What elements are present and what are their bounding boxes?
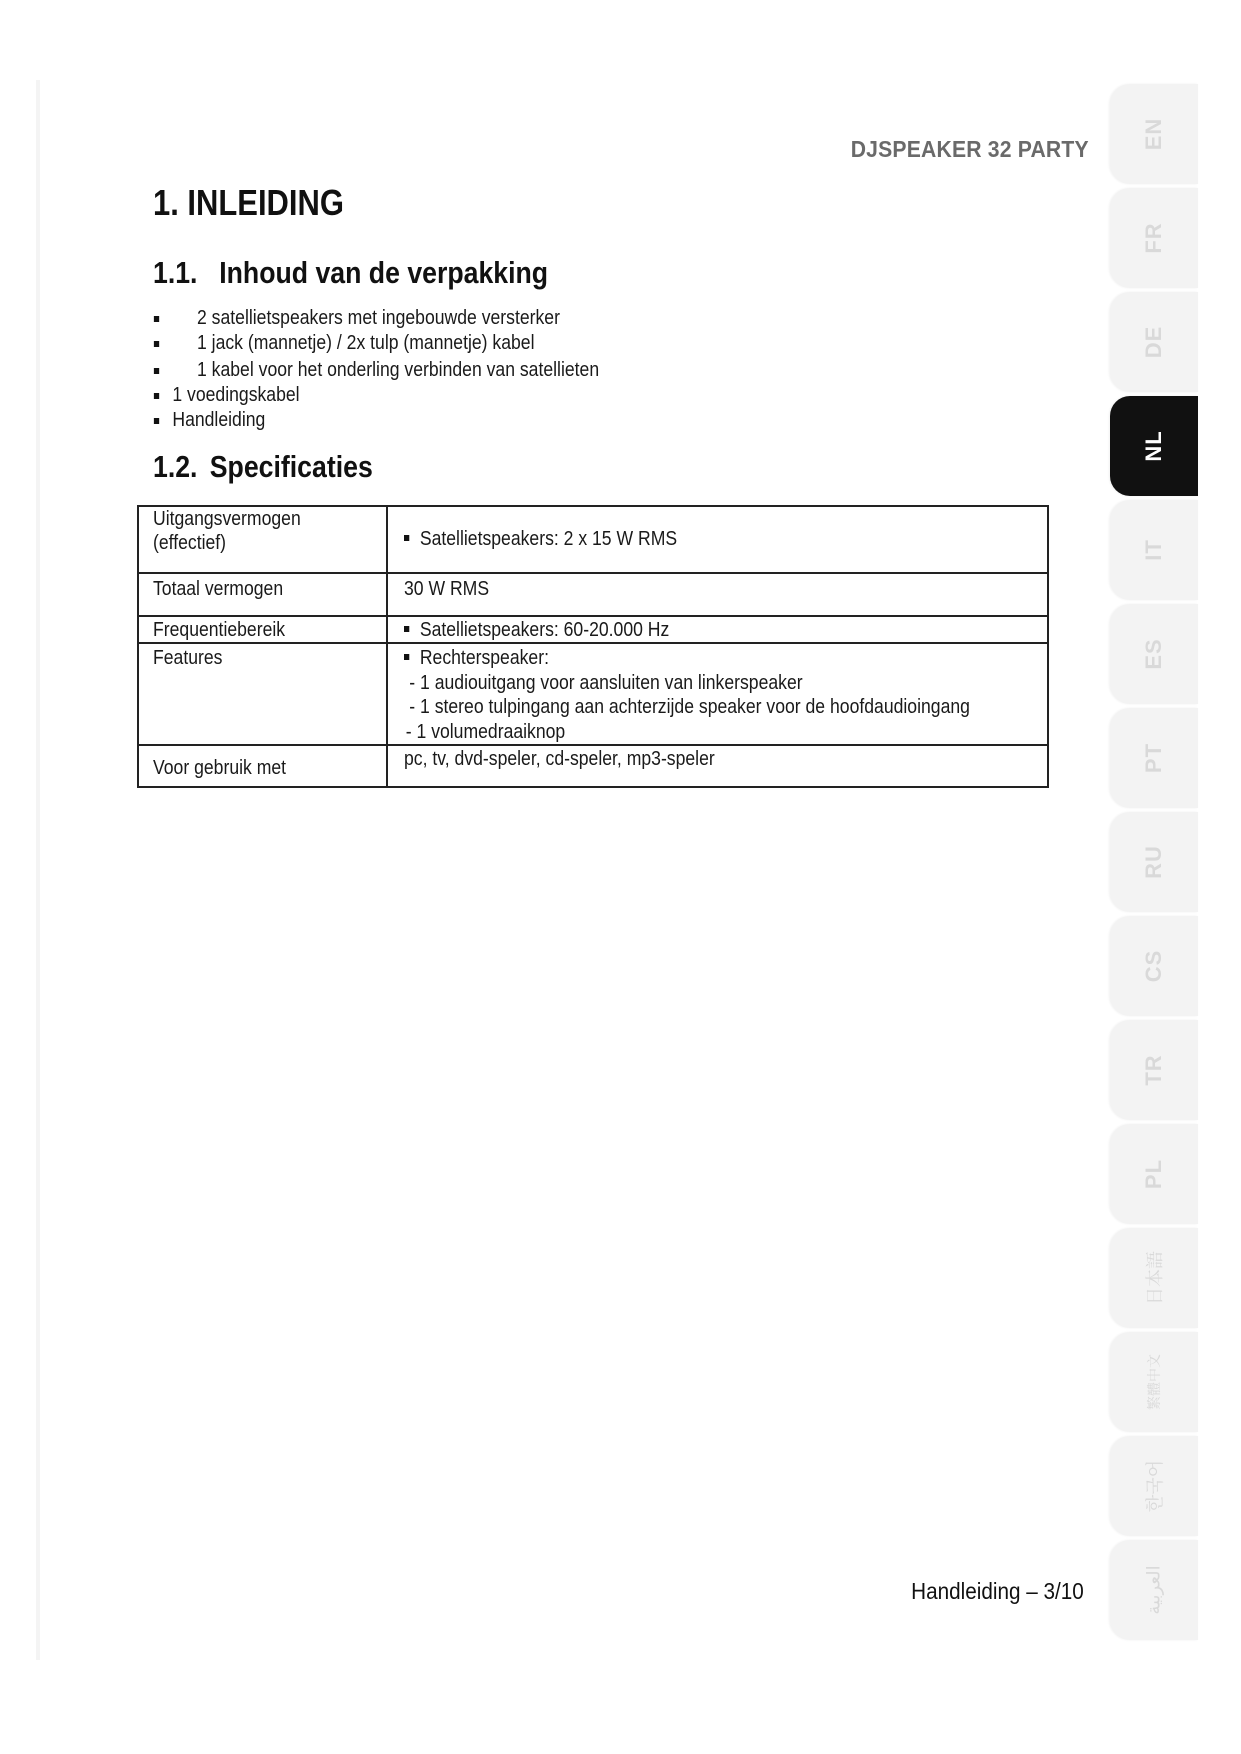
spec-value: 30 W RMS: [387, 573, 1048, 616]
specifications-table: [137, 505, 1049, 788]
tab-ru[interactable]: RU: [1110, 812, 1198, 912]
spec-value: pc, tv, dvd-speler, cd-speler, mp3-speler: [387, 745, 1048, 787]
tab-es[interactable]: ES: [1110, 604, 1198, 704]
tab-pt[interactable]: PT: [1110, 708, 1198, 808]
tab-ko[interactable]: 한국어: [1110, 1436, 1198, 1536]
spec-key: Uitgangsvermogen (effectief): [138, 506, 387, 573]
tab-it[interactable]: IT: [1110, 500, 1198, 600]
tab-tr[interactable]: TR: [1110, 1020, 1198, 1120]
tab-ja[interactable]: 日本語: [1110, 1228, 1198, 1328]
section-1-2-heading: [153, 449, 373, 485]
bullet-icon: [154, 393, 159, 399]
spec-key: Totaal vermogen: [138, 573, 387, 616]
table-row: [138, 573, 1048, 616]
section-1-heading: 1. INLEIDING: [153, 182, 344, 223]
spec-value: Satellietspeakers: 60-20.000 Hz: [387, 616, 1048, 643]
spec-value: Rechterspeaker: - 1 audiouitgang voor aansluiten van linkerspeaker - 1 stereo tulpingang aan achterzijde speaker voor de hoofdaudioingang - 1 volumedraaiknop: [387, 643, 1048, 745]
tab-de[interactable]: DE: [1110, 292, 1198, 392]
bullet-icon: [404, 626, 409, 632]
bullet-icon: [404, 535, 409, 541]
tab-pl[interactable]: PL: [1110, 1124, 1198, 1224]
spec-key: Frequentiebereik: [138, 616, 387, 643]
table-row: [138, 643, 1048, 745]
spec-key: Voor gebruik met: [138, 745, 387, 787]
tab-en[interactable]: EN: [1110, 84, 1198, 184]
page-footer: Handleiding – 3/10: [911, 1578, 1084, 1604]
tab-zh[interactable]: 繁體中文: [1110, 1332, 1198, 1432]
page-edge: [36, 80, 40, 1660]
bullet-icon: [404, 654, 409, 660]
section-1-1-title: Inhoud van de verpakking: [219, 255, 549, 290]
header-model-name: DJSPEAKER 32 PARTY: [850, 136, 1089, 162]
section-1-1-heading: [153, 255, 548, 291]
bullet-icon: [154, 316, 159, 322]
bullet-icon: [154, 341, 159, 347]
tab-nl[interactable]: NL: [1110, 396, 1198, 496]
tab-fr[interactable]: FR: [1110, 188, 1198, 288]
section-1-2-number: 1.2.: [153, 449, 198, 484]
spec-key: Features: [138, 643, 387, 745]
table-row: [138, 616, 1048, 643]
section-1-2-title: Specificaties: [209, 449, 373, 484]
tab-ar[interactable]: العربية: [1110, 1540, 1198, 1640]
bullet-icon: [154, 368, 159, 374]
tab-cs[interactable]: CS: [1110, 916, 1198, 1016]
table-row: [138, 745, 1048, 787]
section-1-1-number: 1.1.: [153, 255, 198, 290]
bullet-icon: [154, 418, 159, 424]
spec-value: Satellietspeakers: 2 x 15 W RMS: [387, 506, 1048, 573]
table-row: [138, 506, 1048, 573]
